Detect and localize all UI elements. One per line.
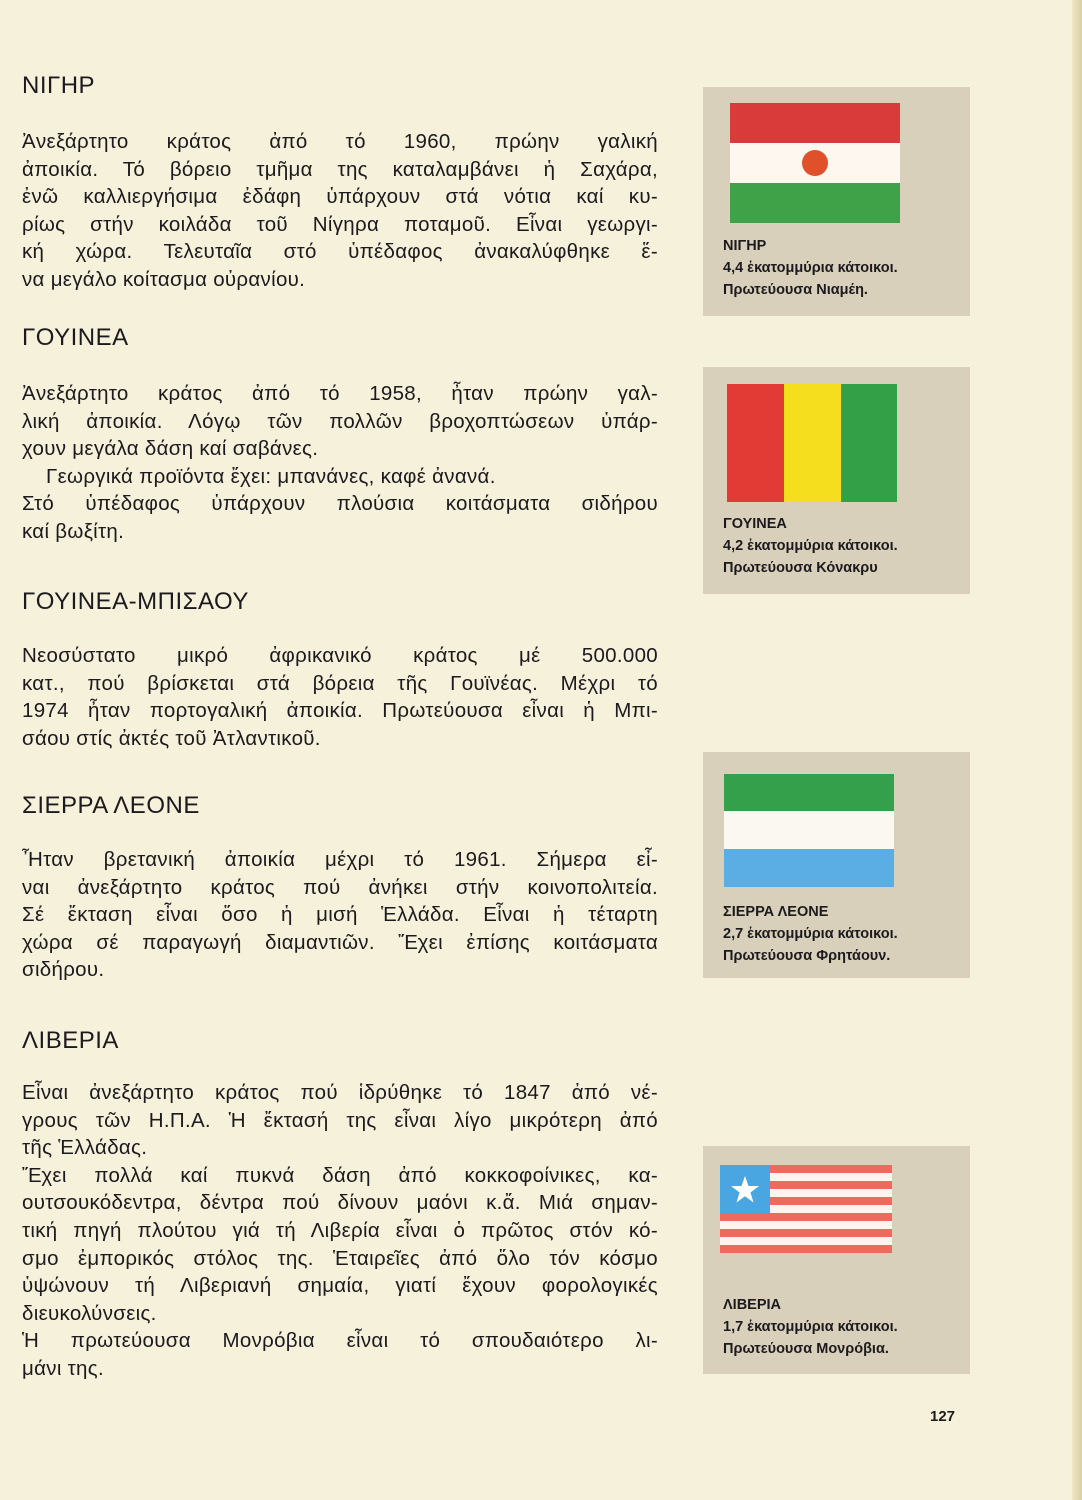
flag-caption-sierra-leone — [723, 901, 898, 967]
text-line: να μεγάλο κοίτασμα οὐρανίου. — [22, 267, 306, 291]
text-line: ναι ἀνεξάρτητο κράτος πού ἀνήκει στήν κοινοπολιτεία. — [22, 875, 658, 899]
text-line: διευκολύνσεις. — [22, 1301, 157, 1325]
text-line: Ἡ πρωτεύουσα Μονρόβια εἶναι τό σπουδαιότερο λι- — [22, 1329, 658, 1353]
text-line: ὑψώνουν τή Λιβεριανή σημαία, γιατί ἔχουν φορολογικές — [22, 1274, 658, 1298]
text-line: σάου στίς ἀκτές τοῦ Ἀτλαντικοῦ. — [22, 726, 321, 750]
section-text-guinea — [22, 380, 658, 546]
text-line: καί βωξίτη. — [22, 519, 125, 543]
section-text-sierra-leone — [22, 846, 658, 984]
page-number: 127 — [930, 1408, 956, 1425]
flag-card-niger — [703, 87, 970, 316]
country-name: ΝΙΓΗΡ — [723, 238, 767, 254]
guinea-flag-band-right — [841, 384, 897, 502]
section-heading-sierra-leone: ΣΙΕΡΡΑ ΛΕΟΝΕ — [22, 792, 200, 819]
text-line: ρίως στήν κοιλάδα τοῦ Νίγηρα ποταμοῦ. Εἶναι γεωργι- — [22, 212, 658, 236]
liberia-flag-red-stripe — [720, 1213, 892, 1221]
capital: Πρωτεύουσα Κόνακρυ — [723, 560, 878, 576]
text-line: Ἀνεξάρτητο κράτος ἀπό τό 1958, ἦταν πρώην γαλ- — [22, 382, 658, 405]
text-line: Ἦταν βρετανική ἀποικία μέχρι τό 1961. Σήμερα εἶ- — [22, 848, 658, 871]
guinea-flag — [727, 384, 897, 502]
text-line: λική ἀποικία. Λόγῳ τῶν πολλῶν βροχοπτώσεων ὑπάρ- — [22, 409, 658, 433]
text-line: ἐνῶ καλλιεργήσιμα ἐδάφη ὑπάρχουν στά νότια καί κυ- — [22, 185, 658, 209]
liberia-flag-red-stripe — [720, 1245, 892, 1253]
niger-flag-stripe-top — [730, 103, 900, 143]
sierra-leone-flag-stripe-top — [724, 774, 894, 811]
liberia-flag-red-stripe — [720, 1229, 892, 1237]
flag-caption-guinea — [723, 513, 898, 579]
flag-caption-niger — [723, 235, 898, 301]
flag-card-sierra-leone — [703, 752, 970, 978]
flag-card-liberia — [703, 1146, 970, 1374]
text-line: τῆς Ἑλλάδας. — [22, 1136, 148, 1160]
population: 4,2 ἑκατομμύρια κάτοικοι. — [723, 538, 898, 554]
capital: Πρωτεύουσα Νιαμέη. — [723, 282, 868, 298]
text-line: Εἶναι ἀνεξάρτητο κράτος πού ἱδρύθηκε τό 1847 ἀπό νέ- — [22, 1081, 658, 1104]
capital: Πρωτεύουσα Μονρόβια. — [723, 1341, 889, 1357]
text-line: τική πηγή πλούτου γιά τή Λιβερία εἶναι ὁ πρῶτος στόν κό- — [22, 1218, 658, 1242]
text-line: κή χώρα. Τελευταῖα στό ὑπέδαφος ἀνακαλύφθηκε ἕ- — [22, 240, 658, 264]
section-text-niger — [22, 128, 658, 294]
country-name: ΛΙΒΕΡΙΑ — [723, 1297, 782, 1313]
niger-flag-stripe-bottom — [730, 183, 900, 223]
text-line: Νεοσύστατο μικρό ἀφρικανικό κράτος μέ 500.000 — [22, 644, 658, 667]
section-heading-guinea: ΓΟΥΙΝΕΑ — [22, 324, 129, 351]
flag-caption-liberia — [723, 1294, 898, 1360]
section-heading-liberia: ΛΙΒΕΡΙΑ — [22, 1027, 119, 1054]
page-edge — [1072, 0, 1082, 1500]
population: 4,4 ἑκατομμύρια κάτοικοι. — [723, 260, 898, 276]
guinea-flag-band-middle — [784, 384, 841, 502]
text-line: χουν μεγάλα δάση καί σαβάνες. — [22, 437, 319, 461]
section-text-liberia — [22, 1079, 658, 1383]
sierra-leone-flag — [724, 774, 894, 887]
population: 2,7 ἑκατομμύρια κάτοικοι. — [723, 926, 898, 942]
text-line: σιδήρου. — [22, 958, 105, 982]
section-heading-niger: ΝΙΓΗΡ — [22, 72, 96, 99]
sierra-leone-flag-stripe-middle — [724, 811, 894, 849]
sierra-leone-flag-stripe-bottom — [724, 849, 894, 887]
country-name: ΓΟΥΙΝΕΑ — [723, 516, 787, 532]
text-line: γρους τῶν Η.Π.Α. Ἡ ἔκτασή της εἶναι λίγο μικρότερη ἀπό — [22, 1108, 658, 1132]
text-line: μάνι της. — [22, 1356, 104, 1380]
guinea-flag-band-left — [727, 384, 784, 502]
text-line: Ἔχει πολλά καί πυκνά δάση ἀπό κοκκοφοίνικες, κα- — [22, 1163, 658, 1187]
text-line: ἀποικία. Τό βόρειο τμῆμα της καταλαμβάνει ἡ Σαχάρα, — [22, 157, 658, 181]
liberia-flag — [720, 1165, 892, 1253]
text-line: Ἀνεξάρτητο κράτος ἀπό τό 1960, πρώην γαλική — [22, 130, 658, 153]
text-line: χώρα σέ παραγωγή διαμαντιῶν. Ἔχει ἐπίσης κοιτάσματα — [22, 930, 658, 954]
section-text-guinea-bissau — [22, 642, 658, 752]
flag-card-guinea — [703, 367, 970, 594]
text-line: Σέ ἔκταση εἶναι ὅσο ἡ μισή Ἑλλάδα. Εἶναι ἡ τέταρτη — [22, 903, 658, 927]
text-line: κατ., πού βρίσκεται στά βόρεια τῆς Γουϊνέας. Μέχρι τό — [22, 671, 658, 695]
country-name: ΣΙΕΡΡΑ ΛΕΟΝΕ — [723, 904, 829, 920]
capital: Πρωτεύουσα Φρητάουν. — [723, 948, 891, 964]
text-line: ουτσουκόδεντρα, δέντρα πού δίνουν μαόνι κ.ἄ. Μιά σημαν- — [22, 1191, 658, 1215]
niger-flag — [730, 103, 900, 223]
text-line: σμο ἐμπορικός στόλος της. Ἑταιρεῖες ἀπό ὅλο τόν κόσμο — [22, 1246, 658, 1270]
section-heading-guinea-bissau: ΓΟΥΙΝΕΑ-ΜΠΙΣΑΟΥ — [22, 588, 249, 615]
niger-flag-sun — [802, 150, 828, 176]
text-line: 1974 ἦταν πορτογαλική ἀποικία. Πρωτεύουσα εἶναι ἡ Μπι- — [22, 699, 658, 723]
text-line: Γεωργικά προϊόντα ἔχει: μπανάνες, καφέ ἀνανά. — [46, 464, 496, 488]
population: 1,7 ἑκατομμύρια κάτοικοι. — [723, 1319, 898, 1335]
text-line: Στό ὑπέδαφος ὑπάρχουν πλούσια κοιτάσματα σιδήρου — [22, 492, 658, 516]
